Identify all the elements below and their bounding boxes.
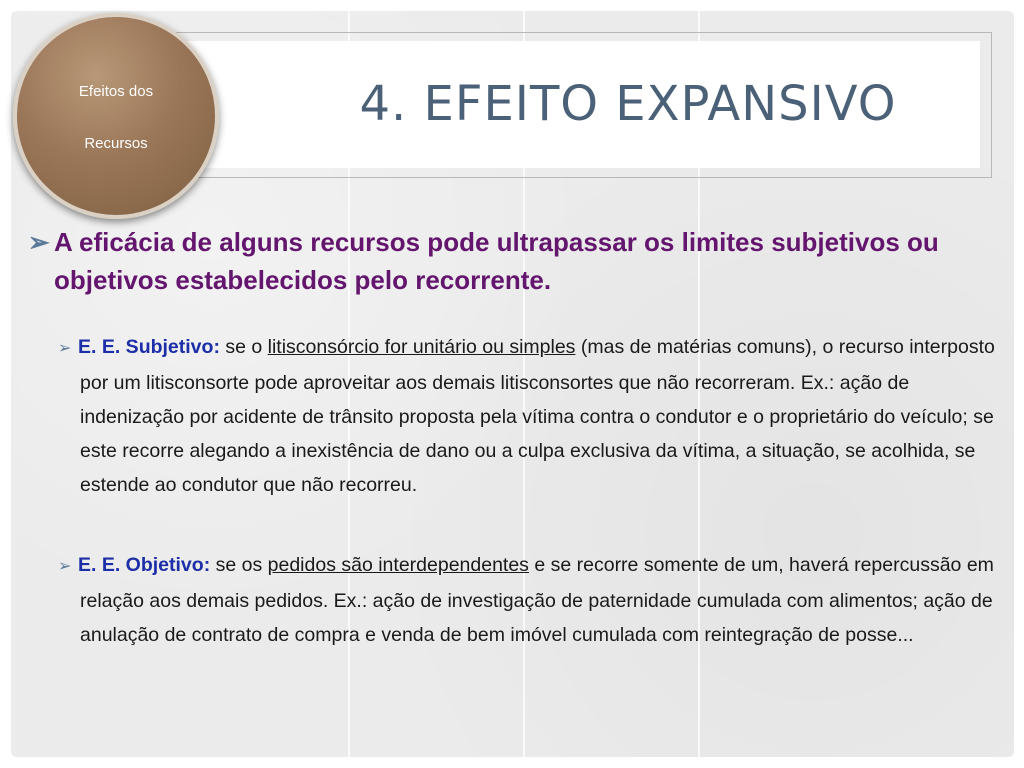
sub-bullet-underlined: litisconsórcio for unitário ou simples [267,336,576,358]
badge-line-2: Recursos [84,135,148,152]
badge-line-1: Efeitos dos [78,83,154,100]
main-bullet-text: A eficácia de alguns recursos pode ultrapassar os limites subjetivos ou objetivos estabelecidos pelo recorrente. [54,227,939,295]
sub-bullet-objetivo [58,548,1003,652]
sub-bullet-pre: se o [219,336,268,358]
main-bullet [30,223,1020,299]
section-badge [13,13,219,219]
sub-bullet-text [78,336,995,496]
arrow-bullet-icon: ➢ [58,558,72,575]
arrow-bullet-icon: ➢ [58,340,72,357]
sub-bullet-post: (mas de matérias comuns), o recurso interposto por um litisconsorte pode aproveitar aos demais litisconsortes que não recorreram. Ex.: ação de indenização por acidente de trânsito proposta pela vítima contra o condutor e o proprietário do veículo; se este recorre alegando a inexistência de dano ou a culpa exclusiva da vítima, a situação, se acolhida, se estende ao condutor que não recorreu. [80,336,995,496]
sub-bullet-label: E. E. Subjetivo: [78,336,220,358]
sub-bullet-text [78,554,994,646]
slide-title: 4. EFEITO EXPANSIVO [359,76,897,132]
sub-bullet-underlined: pedidos são interdependentes [267,554,529,576]
sub-bullet-subjetivo [58,330,1003,502]
arrow-bullet-icon: ➢ [28,227,50,257]
sub-bullet-pre: se os [210,554,268,576]
sub-bullet-post: e se recorre somente de um, haverá repercussão em relação aos demais pedidos. Ex.: ação de investigação de paternidade cumulada com alimentos; ação de anulação de contrato de compra e venda de bem imóvel cumulada com reintegração de posse... [80,554,994,646]
sub-bullet-label: E. E. Objetivo: [78,554,211,576]
